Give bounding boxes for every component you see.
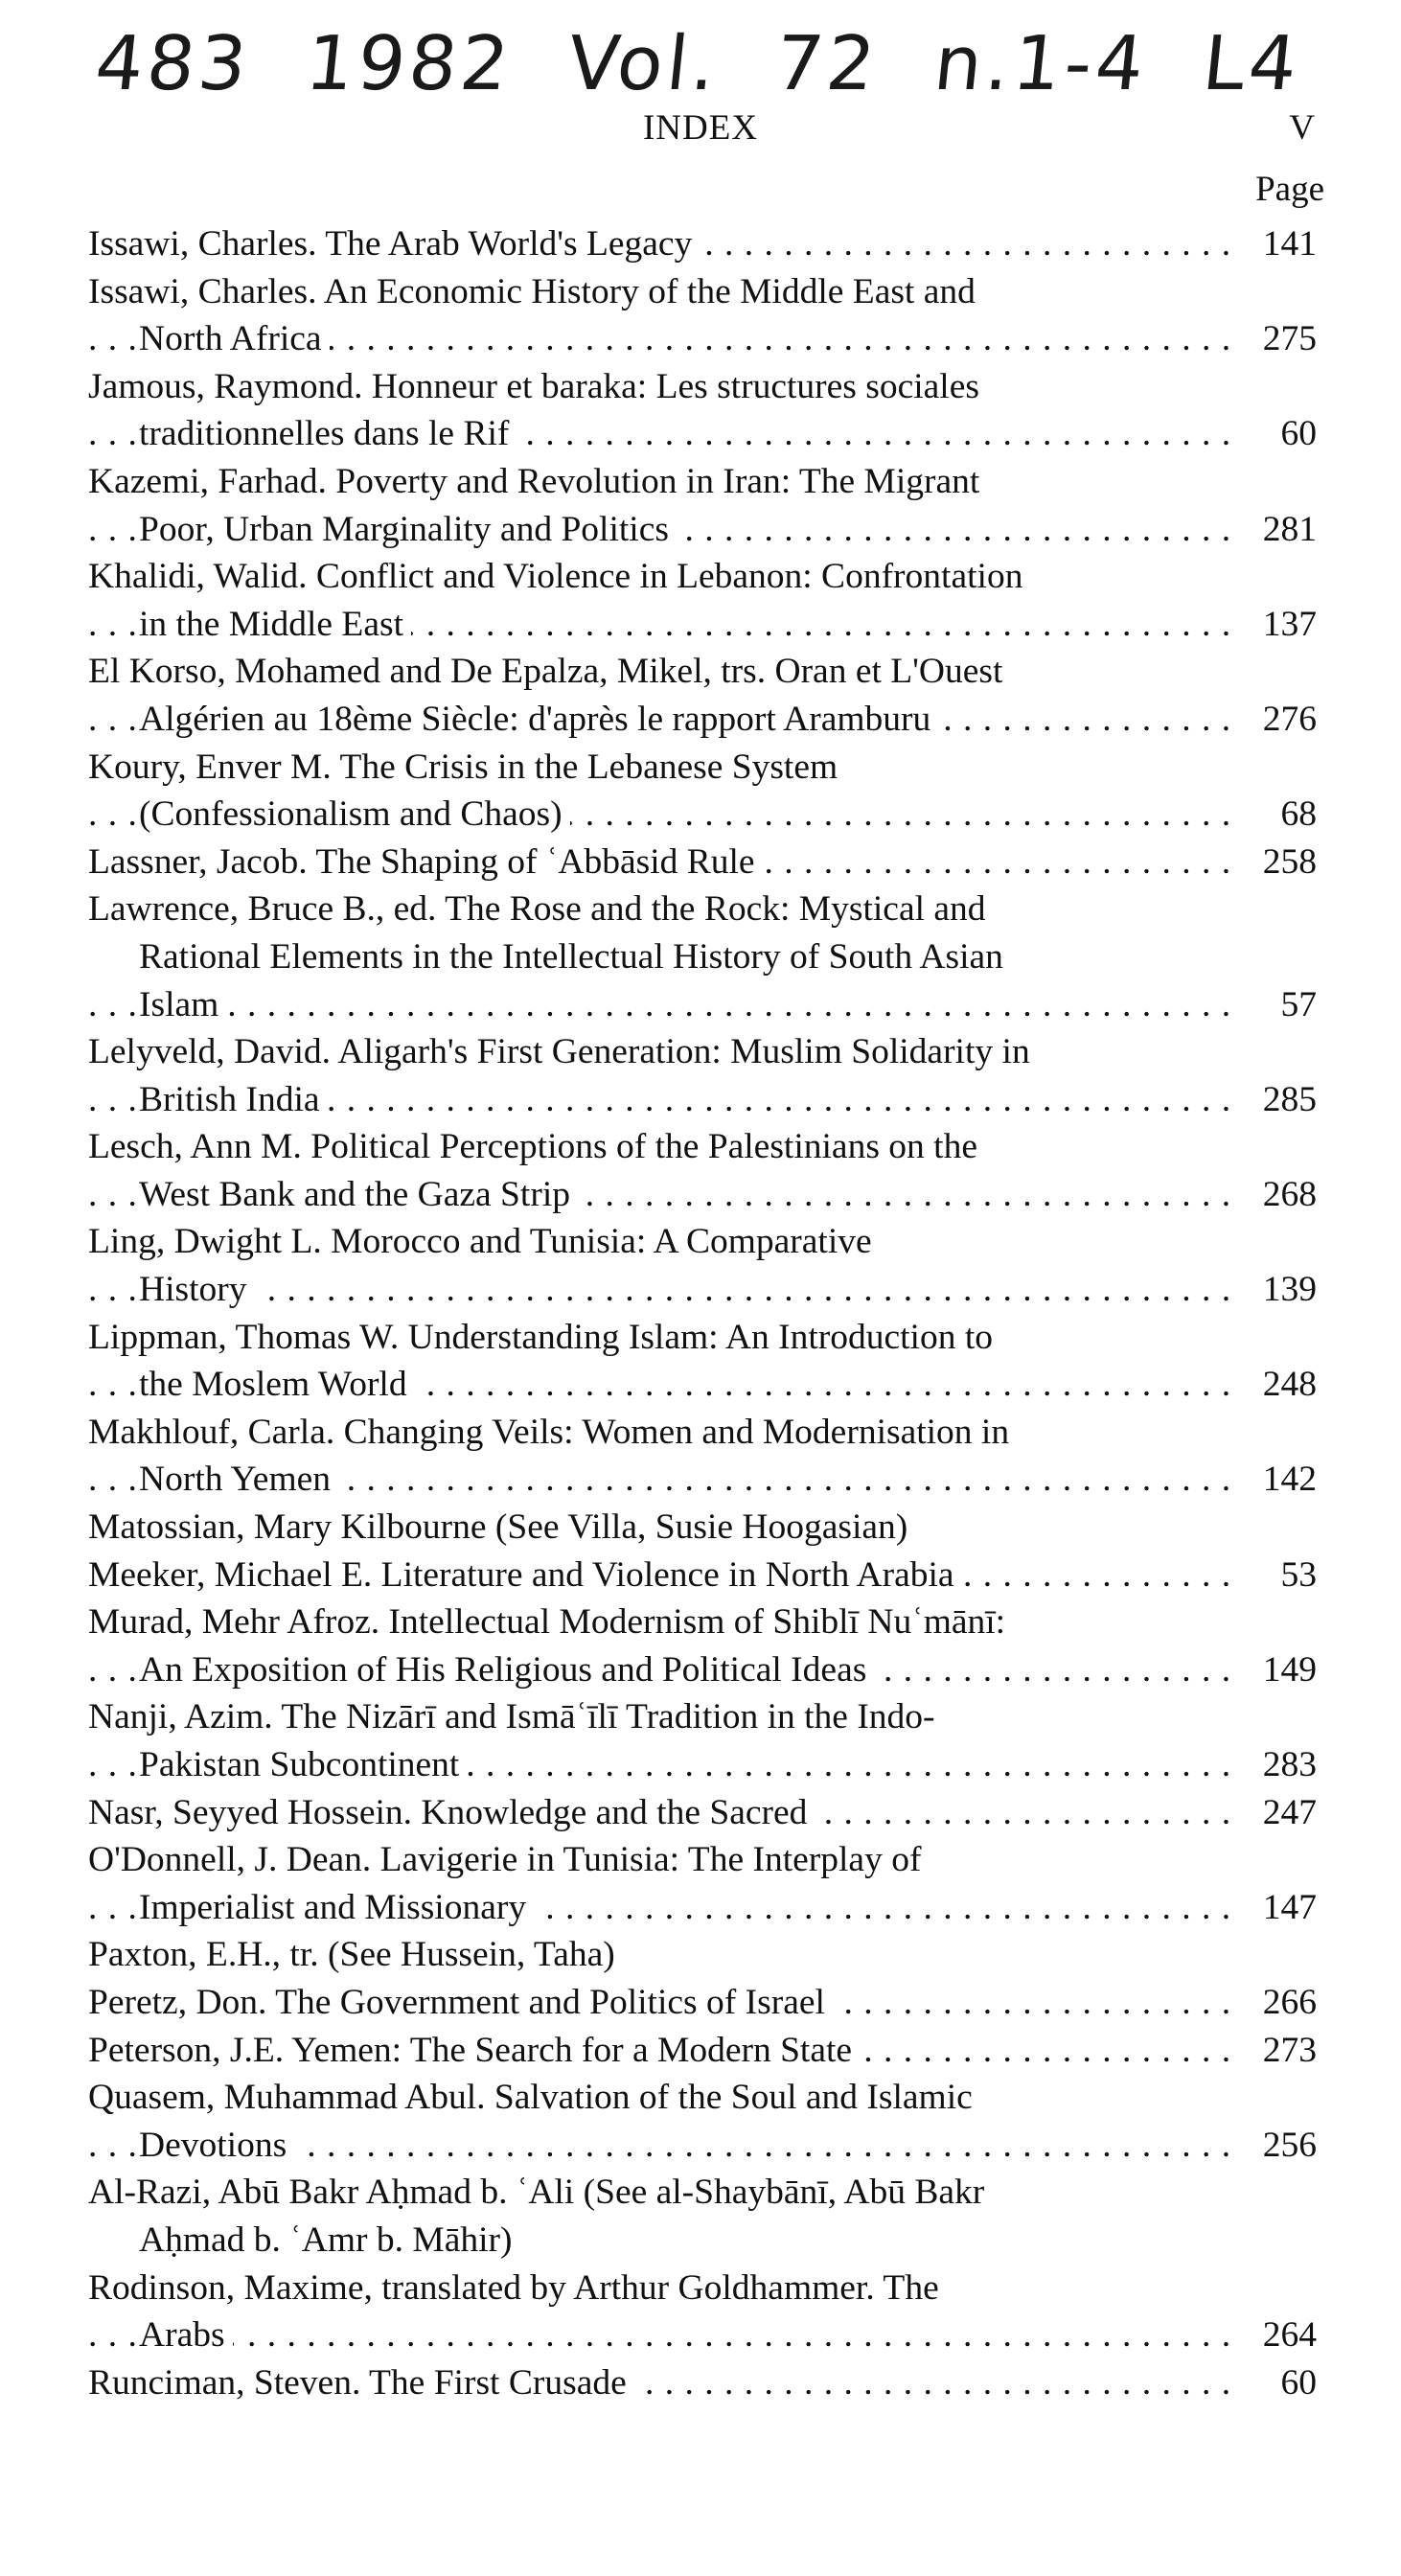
index-entries xyxy=(88,220,1317,2406)
entry-continuation-line xyxy=(88,1266,1317,1314)
index-entry xyxy=(88,1409,1317,1504)
index-entry xyxy=(88,2074,1317,2169)
entry-text: Koury, Enver M. The Crisis in the Lebanese System xyxy=(88,748,845,787)
entry-text: traditionnelles dans le Rif xyxy=(139,414,517,453)
entry-text: Lelyveld, David. Aligarh's First Generation: Muslim Solidarity in xyxy=(88,1032,1038,1071)
entry-text: in the Middle East xyxy=(139,605,411,644)
index-entry xyxy=(88,220,1317,268)
entry-page-number: 276 xyxy=(1236,696,1317,744)
entry-continuation-line xyxy=(88,1646,1317,1694)
entry-text: Quasem, Muhammad Abul. Salvation of the Soul and Islamic xyxy=(88,2078,980,2117)
entry-page-number: 68 xyxy=(1236,791,1317,839)
entry-text: Imperialist and Missionary xyxy=(139,1888,534,1927)
index-entry xyxy=(88,363,1317,458)
entry-continuation-line xyxy=(88,315,1317,363)
entry-text: Kazemi, Farhad. Poverty and Revolution in Iran: The Migrant xyxy=(88,462,987,501)
index-entry xyxy=(88,1552,1317,1599)
roman-page-number: V xyxy=(1289,108,1315,148)
entry-text: Poor, Urban Marginality and Politics xyxy=(139,510,677,549)
entry-page-number: 60 xyxy=(1236,2359,1317,2407)
entry-text: An Exposition of His Religious and Political Ideas xyxy=(139,1650,874,1690)
entry-page-number: 53 xyxy=(1236,1552,1317,1599)
entry-text: Ling, Dwight L. Morocco and Tunisia: A Comparative xyxy=(88,1222,880,1261)
entry-continuation-line xyxy=(88,1741,1317,1789)
entry-text: Rodinson, Maxime, translated by Arthur Goldhammer. The xyxy=(88,2268,947,2308)
entry-line xyxy=(88,1979,1317,2027)
entry-line xyxy=(88,744,1317,792)
entry-line xyxy=(88,1836,1317,1884)
entry-page-number: 258 xyxy=(1236,839,1317,886)
entry-page-number: 57 xyxy=(1236,981,1317,1029)
entry-text: Rational Elements in the Intellectual History of South Asian xyxy=(139,937,1011,977)
entry-text: Al-Razi, Abū Bakr Aḥmad b. ʿAli (See al-Shaybānī, Abū Bakr xyxy=(88,2173,992,2212)
entry-text: Lassner, Jacob. The Shaping of ʿAbbāsid Rule xyxy=(88,842,763,882)
entry-line xyxy=(88,220,1317,268)
entry-text: Islam xyxy=(139,985,226,1024)
entry-page-number: 281 xyxy=(1236,506,1317,554)
entry-text: British India xyxy=(139,1080,328,1119)
entry-page-number: 283 xyxy=(1236,1741,1317,1789)
entry-page-number: 256 xyxy=(1236,2122,1317,2170)
entry-text: Runciman, Steven. The First Crusade xyxy=(88,2363,634,2403)
entry-text: Meeker, Michael E. Literature and Violence in North Arabia xyxy=(88,1555,962,1595)
entry-line xyxy=(88,2027,1317,2075)
entry-page-number: 266 xyxy=(1236,1979,1317,2027)
entry-text: Murad, Mehr Afroz. Intellectual Modernism of Shiblī Nuʿmānī: xyxy=(88,1602,1013,1642)
entry-text: Makhlouf, Carla. Changing Veils: Women and Modernisation in xyxy=(88,1413,1017,1452)
entry-continuation-line xyxy=(88,2217,1317,2265)
entry-continuation-line xyxy=(88,933,1317,981)
page-title: INDEX xyxy=(642,108,759,148)
entry-page-number: 273 xyxy=(1236,2027,1317,2075)
entry-line xyxy=(88,2265,1317,2312)
entry-text: Lippman, Thomas W. Understanding Islam: An Introduction to xyxy=(88,1318,1000,1357)
entry-continuation-line xyxy=(88,1361,1317,1409)
handwritten-note: 483 1982 Vol. 72 n.1-4 L4 xyxy=(91,21,1305,107)
entry-line xyxy=(88,886,1317,933)
index-entry xyxy=(88,1314,1317,1409)
entry-continuation-line xyxy=(88,1076,1317,1124)
entry-page-number: 275 xyxy=(1236,315,1317,363)
index-entry xyxy=(88,1028,1317,1123)
entry-text: West Bank and the Gaza Strip xyxy=(139,1175,578,1214)
index-entry xyxy=(88,268,1317,363)
page-column-label: Page xyxy=(1255,170,1324,209)
entry-line xyxy=(88,648,1317,696)
index-entry xyxy=(88,458,1317,553)
entry-line xyxy=(88,1028,1317,1076)
entry-text: Arabs xyxy=(139,2315,233,2355)
index-entry xyxy=(88,2359,1317,2407)
entry-text: Jamous, Raymond. Honneur et baraka: Les structures sociales xyxy=(88,367,987,406)
index-entry xyxy=(88,648,1317,743)
index-entry xyxy=(88,1789,1317,1837)
entry-text: Matossian, Mary Kilbourne (See Villa, Susie Hoogasian) xyxy=(88,1507,915,1547)
index-entry xyxy=(88,1693,1317,1788)
entry-line xyxy=(88,363,1317,411)
entry-continuation-line xyxy=(88,1884,1317,1932)
index-entry xyxy=(88,1598,1317,1693)
entry-continuation-line xyxy=(88,410,1317,458)
entry-page-number: 285 xyxy=(1236,1076,1317,1124)
entry-page-number: 264 xyxy=(1236,2312,1317,2359)
entry-text: Khalidi, Walid. Conflict and Violence in Lebanon: Confrontation xyxy=(88,557,1030,596)
index-entry xyxy=(88,2169,1317,2264)
entry-line xyxy=(88,1789,1317,1837)
index-entry xyxy=(88,1931,1317,1979)
index-entry xyxy=(88,2265,1317,2359)
entry-line xyxy=(88,1693,1317,1741)
entry-line xyxy=(88,1598,1317,1646)
entry-text: Issawi, Charles. An Economic History of the Middle East and xyxy=(88,272,983,311)
index-entry xyxy=(88,553,1317,648)
entry-line xyxy=(88,2169,1317,2217)
entry-page-number: 60 xyxy=(1236,410,1317,458)
entry-text: Nanji, Azim. The Nizārī and Ismāʿīlī Tradition in the Indo- xyxy=(88,1697,943,1736)
index-entry xyxy=(88,839,1317,886)
entry-text: O'Donnell, J. Dean. Lavigerie in Tunisia: The Interplay of xyxy=(88,1840,929,1879)
entry-page-number: 248 xyxy=(1236,1361,1317,1409)
entry-text: North Africa xyxy=(139,319,330,358)
entry-line xyxy=(88,1218,1317,1266)
entry-line xyxy=(88,1409,1317,1457)
entry-text: Lesch, Ann M. Political Perceptions of the Palestinians on the xyxy=(88,1127,985,1166)
entry-text: El Korso, Mohamed and De Epalza, Mikel, trs. Oran et L'Ouest xyxy=(88,652,1010,691)
entry-text: (Confessionalism and Chaos) xyxy=(139,794,570,834)
entry-line xyxy=(88,1552,1317,1599)
index-entry xyxy=(88,886,1317,1028)
entry-line xyxy=(88,1314,1317,1362)
entry-page-number: 147 xyxy=(1236,1884,1317,1932)
entry-text: Peretz, Don. The Government and Politics of Israel xyxy=(88,1983,833,2022)
entry-text: Devotions xyxy=(139,2126,294,2165)
index-entry xyxy=(88,1836,1317,1931)
entry-continuation-line xyxy=(88,601,1317,649)
entry-text: the Moslem World xyxy=(139,1365,415,1404)
entry-continuation-line xyxy=(88,2122,1317,2170)
entry-line xyxy=(88,839,1317,886)
entry-line xyxy=(88,1931,1317,1979)
entry-line xyxy=(88,268,1317,316)
entry-line xyxy=(88,553,1317,601)
entry-text: History xyxy=(139,1270,255,1309)
entry-page-number: 142 xyxy=(1236,1456,1317,1504)
entry-continuation-line xyxy=(88,696,1317,744)
entry-text: Issawi, Charles. The Arab World's Legacy xyxy=(88,224,700,264)
index-entry xyxy=(88,1504,1317,1552)
entry-line xyxy=(88,2359,1317,2407)
entry-continuation-line xyxy=(88,1171,1317,1219)
entry-text: North Yemen xyxy=(139,1460,338,1499)
entry-page-number: 137 xyxy=(1236,601,1317,649)
entry-line xyxy=(88,458,1317,506)
entry-text: Paxton, E.H., tr. (See Hussein, Taha) xyxy=(88,1935,623,1974)
entry-page-number: 149 xyxy=(1236,1646,1317,1694)
entry-line xyxy=(88,1504,1317,1552)
entry-text: Peterson, J.E. Yemen: The Search for a Modern State xyxy=(88,2031,860,2070)
index-entry xyxy=(88,744,1317,839)
index-entry xyxy=(88,1979,1317,2027)
entry-text: Pakistan Subcontinent xyxy=(139,1745,467,1784)
entry-text: Algérien au 18ème Siècle: d'après le rapport Aramburu xyxy=(139,700,938,739)
entry-text: Aḥmad b. ʿAmr b. Māhir) xyxy=(139,2220,520,2260)
entry-page-number: 141 xyxy=(1236,220,1317,268)
index-entry xyxy=(88,2027,1317,2075)
entry-text: Nasr, Seyyed Hossein. Knowledge and the Sacred xyxy=(88,1793,815,1832)
entry-page-number: 139 xyxy=(1236,1266,1317,1314)
entry-continuation-line xyxy=(88,981,1317,1029)
entry-continuation-line xyxy=(88,2312,1317,2359)
index-entry xyxy=(88,1218,1317,1313)
entry-continuation-line xyxy=(88,506,1317,554)
entry-continuation-line xyxy=(88,791,1317,839)
entry-page-number: 247 xyxy=(1236,1789,1317,1837)
entry-continuation-line xyxy=(88,1456,1317,1504)
entry-line xyxy=(88,2074,1317,2122)
entry-page-number: 268 xyxy=(1236,1171,1317,1219)
index-entry xyxy=(88,1123,1317,1218)
entry-line xyxy=(88,1123,1317,1171)
entry-text: Lawrence, Bruce B., ed. The Rose and the Rock: Mystical and xyxy=(88,889,994,929)
